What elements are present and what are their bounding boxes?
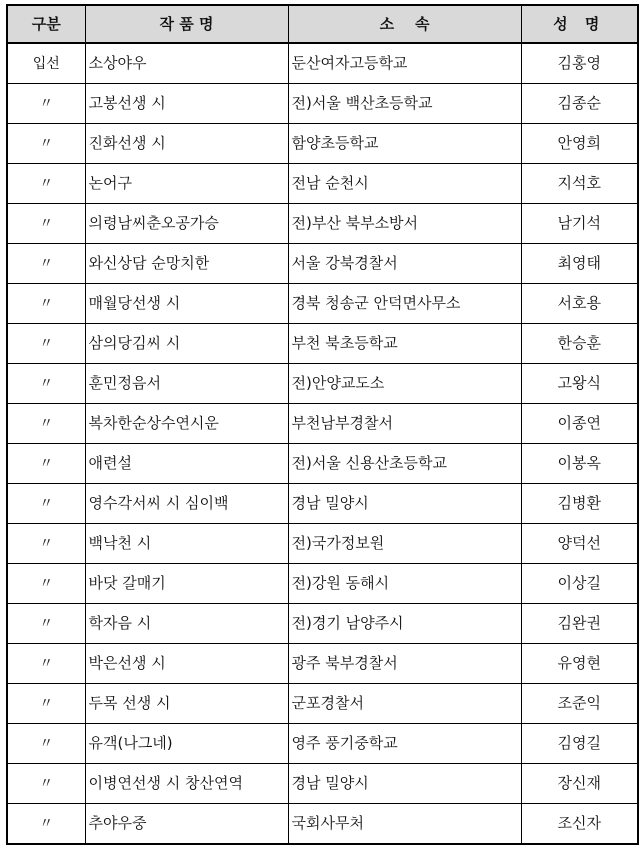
row-name: 이봉옥 [521,444,638,484]
table-row [7,444,638,484]
row-name: 조준익 [521,684,638,724]
row-affiliation: 영주 풍기중학교 [288,724,521,764]
table-row [7,124,638,164]
row-affiliation: 전)부산 북부소방서 [288,204,521,244]
header-row [7,5,638,43]
row-title: 학자음 시 [85,604,288,644]
row-title: 와신상담 순망치한 [85,244,288,284]
table-row [7,764,638,804]
row-affiliation: 경남 밀양시 [288,764,521,804]
table-row [7,204,638,244]
row-title: 애련설 [85,444,288,484]
row-affiliation: 부천남부경찰서 [288,404,521,444]
row-name: 최영태 [521,244,638,284]
row-affiliation: 전)서울 백산초등학교 [288,84,521,124]
row-title: 논어구 [85,164,288,204]
row-affiliation: 전)서울 신용산초등학교 [288,444,521,484]
row-category: 〃 [7,524,85,564]
table-row [7,164,638,204]
row-category: 〃 [7,364,85,404]
table-row [7,524,638,564]
row-category: 〃 [7,204,85,244]
table-row [7,324,638,364]
row-name: 장신재 [521,764,638,804]
table-row [7,244,638,284]
row-title: 소상야우 [85,43,288,84]
table-row [7,804,638,845]
row-category: 〃 [7,644,85,684]
row-affiliation: 전)국가정보원 [288,524,521,564]
row-name: 이종연 [521,404,638,444]
header-affiliation: 소 속 [288,5,521,43]
row-name: 유영현 [521,644,638,684]
row-category: 〃 [7,244,85,284]
row-title: 의령남씨춘오공가승 [85,204,288,244]
header-name: 성 명 [521,5,638,43]
row-category: 〃 [7,284,85,324]
row-category: 〃 [7,124,85,164]
row-name: 김병환 [521,484,638,524]
row-name: 김종순 [521,84,638,124]
table-row [7,404,638,444]
row-affiliation: 군포경찰서 [288,684,521,724]
row-name: 안영희 [521,124,638,164]
table-row [7,284,638,324]
row-affiliation: 경북 청송군 안덕면사무소 [288,284,521,324]
header-title: 작 품 명 [85,5,288,43]
row-category: 〃 [7,484,85,524]
row-affiliation: 부천 북초등학교 [288,324,521,364]
row-category: 〃 [7,404,85,444]
table-body [7,43,638,844]
row-title: 이병연선생 시 창산연역 [85,764,288,804]
row-title: 훈민정음서 [85,364,288,404]
table-row [7,364,638,404]
row-name: 김영길 [521,724,638,764]
row-name: 고왕식 [521,364,638,404]
row-name: 김완권 [521,604,638,644]
row-affiliation: 전남 순천시 [288,164,521,204]
row-name: 이상길 [521,564,638,604]
table-row [7,564,638,604]
row-category: 〃 [7,724,85,764]
row-category: 〃 [7,804,85,845]
row-title: 영수각서씨 시 심이백 [85,484,288,524]
row-category: 〃 [7,444,85,484]
table-row [7,604,638,644]
row-title: 유객(나그네) [85,724,288,764]
row-affiliation: 함양초등학교 [288,124,521,164]
row-affiliation: 경남 밀양시 [288,484,521,524]
row-affiliation: 둔산여자고등학교 [288,43,521,84]
header-category: 구분 [7,5,85,43]
row-title: 두목 선생 시 [85,684,288,724]
row-affiliation: 광주 북부경찰서 [288,644,521,684]
row-category: 〃 [7,764,85,804]
row-name: 남기석 [521,204,638,244]
row-title: 고봉선생 시 [85,84,288,124]
row-category: 〃 [7,564,85,604]
row-category: 〃 [7,324,85,364]
row-name: 양덕선 [521,524,638,564]
row-name: 지석호 [521,164,638,204]
row-title: 바닷 갈매기 [85,564,288,604]
row-affiliation: 국회사무처 [288,804,521,845]
row-name: 조신자 [521,804,638,845]
table-header [7,5,638,43]
row-category: 〃 [7,164,85,204]
row-affiliation: 전)안양교도소 [288,364,521,404]
row-name: 한승훈 [521,324,638,364]
row-affiliation: 전)강원 동해시 [288,564,521,604]
row-title: 진화선생 시 [85,124,288,164]
award-list-table [6,4,639,845]
table-row [7,644,638,684]
row-category: 〃 [7,684,85,724]
table-row [7,724,638,764]
table-row [7,484,638,524]
row-title: 매월당선생 시 [85,284,288,324]
row-title: 복차한순상수연시운 [85,404,288,444]
row-title: 삼의당김씨 시 [85,324,288,364]
row-affiliation: 전)경기 남양주시 [288,604,521,644]
row-title: 추야우중 [85,804,288,845]
row-affiliation: 서울 강북경찰서 [288,244,521,284]
row-title: 백낙천 시 [85,524,288,564]
row-title: 박은선생 시 [85,644,288,684]
row-category: 〃 [7,604,85,644]
row-name: 김홍영 [521,43,638,84]
row-category: 〃 [7,84,85,124]
table-row [7,43,638,84]
row-category: 입선 [7,43,85,84]
row-name: 서호용 [521,284,638,324]
table-row [7,684,638,724]
table-row [7,84,638,124]
